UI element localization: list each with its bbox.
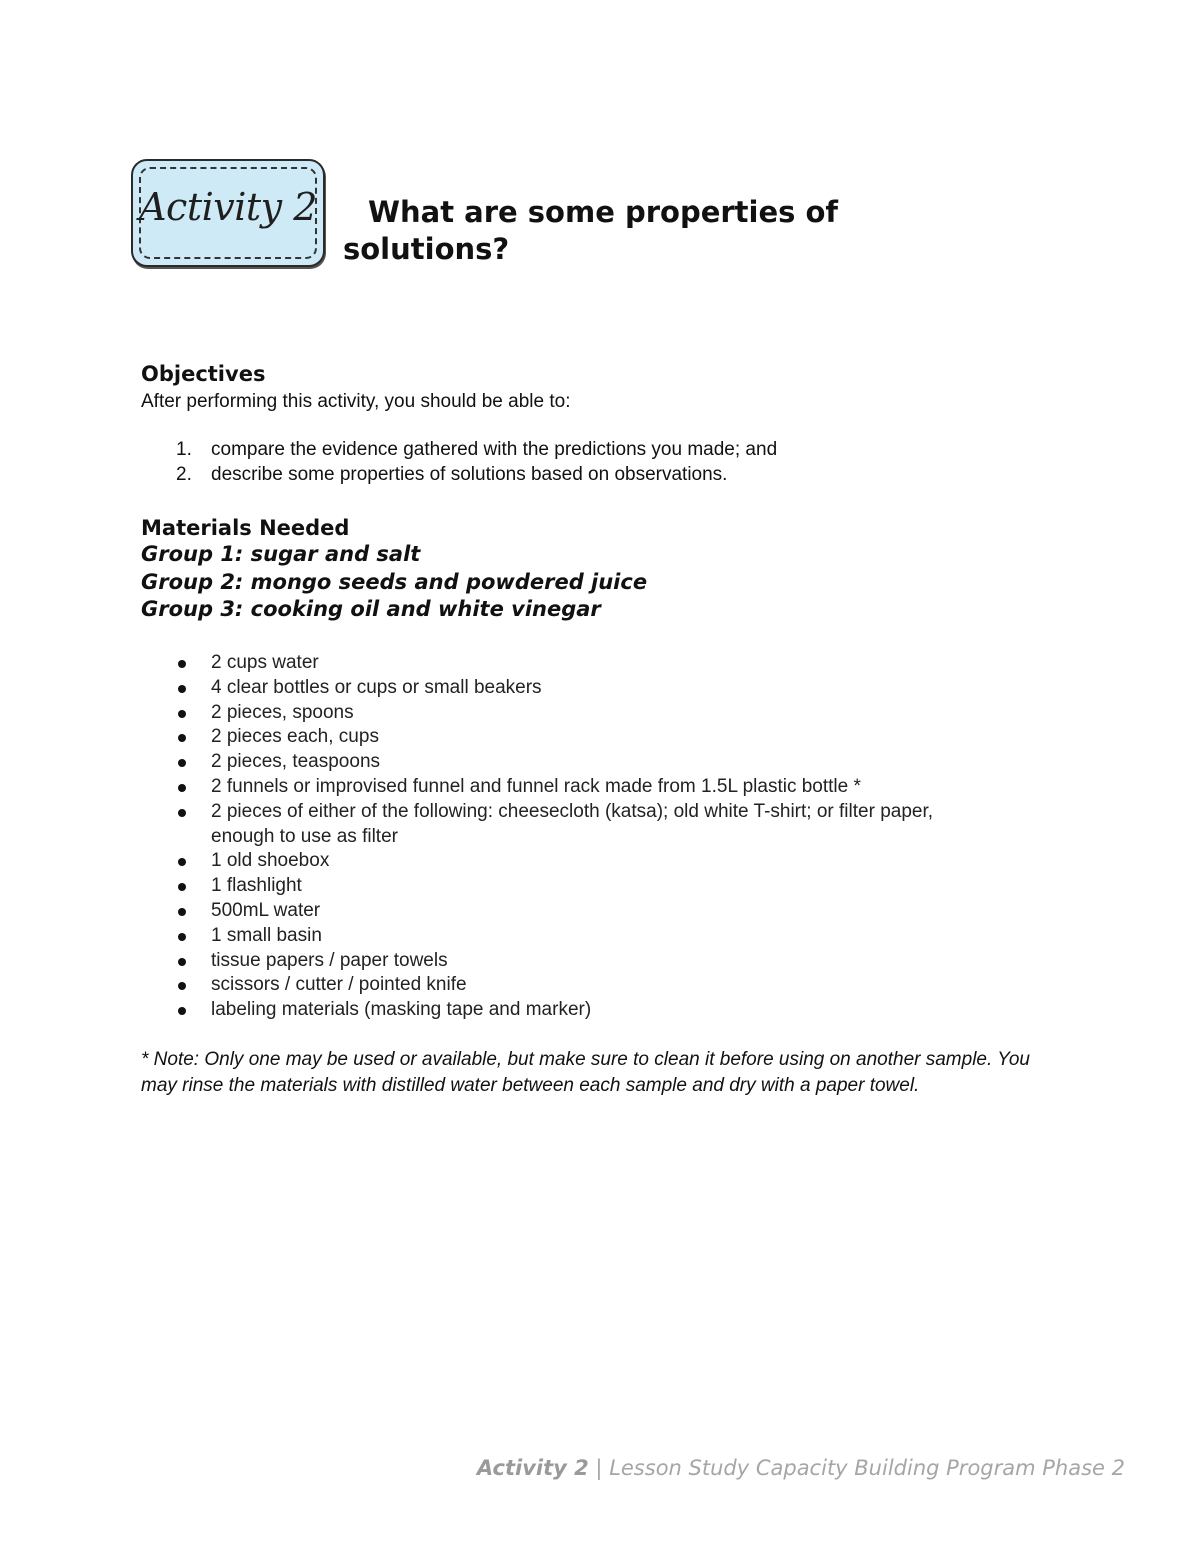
objective-item (141, 438, 777, 463)
bullet-icon (178, 958, 186, 966)
material-item (141, 973, 1001, 998)
footer-separator: | (588, 1456, 610, 1480)
material-item (141, 849, 1001, 874)
bullet-icon (178, 982, 186, 990)
material-text: 2 pieces each, cups (211, 726, 379, 748)
objective-number: 1. (176, 439, 192, 460)
bullet-icon (178, 809, 186, 817)
material-text: labeling materials (masking tape and marker) (211, 999, 592, 1021)
objective-text: describe some properties of solutions based on observations. (211, 463, 728, 485)
material-item (141, 750, 1001, 775)
bullet-icon (178, 784, 186, 792)
material-text: 4 clear bottles or cups or small beakers (211, 676, 542, 698)
bullet-icon (178, 1007, 186, 1015)
objectives-heading: Objectives (141, 362, 266, 386)
group-2: Group 2: mongo seeds and powdered juice (141, 569, 648, 594)
material-text: 1 small basin (211, 924, 322, 946)
footer-program: Lesson Study Capacity Building Program Phase 2 (609, 1456, 1125, 1480)
bullet-icon (178, 710, 186, 718)
page-title-line-2: solutions? (343, 232, 510, 266)
material-item (141, 899, 1001, 924)
bullet-icon (178, 685, 186, 693)
page-footer (477, 1456, 1125, 1480)
group-1: Group 1: sugar and salt (141, 542, 421, 566)
objectives-intro: After performing this activity, you should be able to: (141, 391, 571, 412)
bullet-icon (178, 734, 186, 742)
activity-badge-label: Activity 2 (139, 185, 317, 229)
material-text: scissors / cutter / pointed knife (211, 974, 467, 996)
objective-number: 2. (176, 463, 192, 485)
material-item (141, 800, 1001, 850)
material-item (141, 775, 1001, 800)
activity-badge (131, 159, 325, 267)
material-item (141, 924, 1001, 949)
footer-activity: Activity 2 (476, 1456, 589, 1480)
material-item (141, 998, 1001, 1023)
material-text: tissue papers / paper towels (211, 949, 448, 971)
bullet-icon (178, 933, 186, 941)
bullet-icon (178, 759, 186, 767)
material-text: 2 funnels or improvised funnel and funnel rack made from 1.5L plastic bottle * (211, 775, 861, 797)
group-3: Group 3: cooking oil and white vinegar (141, 597, 601, 621)
material-item (141, 676, 1001, 701)
bullet-icon (178, 883, 186, 891)
objective-item (141, 463, 777, 488)
material-item (141, 701, 1001, 726)
material-text: 2 pieces, spoons (211, 701, 354, 723)
material-item (141, 725, 1001, 750)
material-text: 2 pieces, teaspoons (211, 751, 381, 773)
bullet-icon (178, 660, 186, 668)
objective-text: compare the evidence gathered with the predictions you made; and (211, 439, 778, 460)
material-text: 1 flashlight (211, 875, 302, 897)
objectives-list (141, 438, 777, 487)
materials-note: * Note: Only one may be used or available, but make sure to clean it before using on another sample. You may rinse the materials with distilled water between each sample and dry with a paper towel. (141, 1049, 1030, 1096)
material-item (141, 651, 1001, 676)
material-text: 2 pieces of either of the following: cheesecloth (katsa); old white T-shirt; or filter paper, enough to use as filter (211, 800, 934, 847)
group-assignments (141, 541, 647, 624)
bullet-icon (178, 908, 186, 916)
page-title (343, 194, 838, 268)
materials-list (141, 651, 1001, 1023)
page-title-line-1: What are some properties of (368, 195, 839, 229)
material-text: 500mL water (211, 899, 321, 921)
material-item (141, 949, 1001, 974)
materials-heading: Materials Needed (141, 516, 350, 540)
bullet-icon (178, 858, 186, 866)
material-text: 2 cups water (211, 652, 319, 673)
material-text: 1 old shoebox (211, 850, 330, 872)
material-item (141, 874, 1001, 899)
